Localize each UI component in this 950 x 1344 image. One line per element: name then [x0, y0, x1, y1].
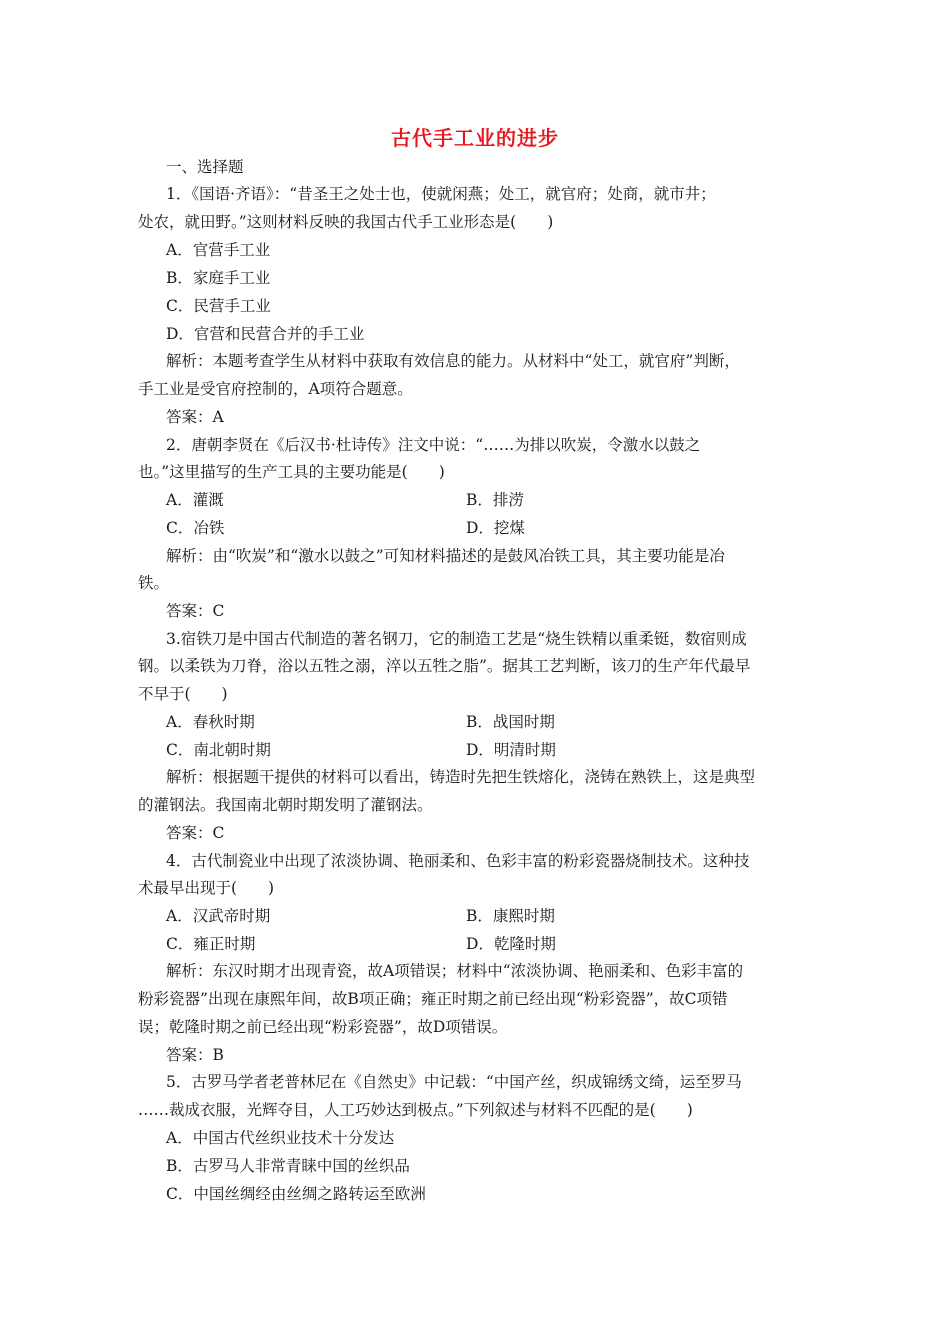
q2-stem-line1: 2．唐朝李贤在《后汉书·杜诗传》注文中说：“……为排以吹炭，令激水以鼓之 [166, 436, 701, 454]
q1-option-b: B．家庭手工业 [166, 269, 271, 287]
q1-explanation-line1: 解析：本题考查学生从材料中获取有效信息的能力。从材料中“处工，就官府”判断， [166, 352, 740, 370]
q3-stem-line2: 钢。以柔铁为刀脊，浴以五牲之溺，淬以五牲之脂”。据其工艺判断，该刀的生产年代最早 [138, 657, 751, 675]
q3-option-b: B．战国时期 [466, 713, 555, 731]
q2-answer: 答案：C [166, 602, 225, 620]
q5-stem-line1: 5．古罗马学者老普林尼在《自然史》中记载：“中国产丝，织成锦绣文绮，运至罗马 [166, 1073, 742, 1091]
q4-explanation-line1: 解析：东汉时期才出现青瓷，故A项错误；材料中“浓淡协调、艳丽柔和、色彩丰富的 [166, 962, 744, 980]
q5-option-b: B．古罗马人非常青睐中国的丝织品 [166, 1157, 410, 1175]
q1-explanation-line2: 手工业是受官府控制的，A项符合题意。 [138, 380, 413, 398]
q2-stem-line2: 也。”这里描写的生产工具的主要功能是( ) [138, 463, 445, 481]
q1-stem-line2: 处农，就田野。”这则材料反映的我国古代手工业形态是( ) [138, 213, 554, 231]
q1-option-c: C．民营手工业 [166, 297, 271, 315]
q1-answer: 答案：A [166, 408, 224, 426]
q4-option-b: B．康熙时期 [466, 907, 555, 925]
q3-explanation-line1: 解析：根据题干提供的材料可以看出，铸造时先把生铁熔化，浇铸在熟铁上，这是典型 [166, 768, 756, 786]
q1-option-d: D．官营和民营合并的手工业 [166, 325, 365, 343]
q4-option-a: A．汉武帝时期 [166, 907, 271, 925]
q4-explanation-line2: 粉彩瓷器”出现在康熙年间，故B项正确；雍正时期之前已经出现“粉彩瓷器”，故C项错 [138, 990, 728, 1008]
q5-stem-line2: ……裁成衣服，光辉夺目，人工巧妙达到极点。”下列叙述与材料不匹配的是( ) [138, 1101, 693, 1119]
page-title: 古代手工业的进步 [391, 126, 559, 150]
q4-stem-line1: 4．古代制瓷业中出现了浓淡协调、艳丽柔和、色彩丰富的粉彩瓷器烧制技术。这种技 [166, 852, 750, 870]
q3-stem-line1: 3.宿铁刀是中国古代制造的著名钢刀，它的制造工艺是“烧生铁精以重柔铤，数宿则成 [166, 630, 747, 648]
q3-answer: 答案：C [166, 824, 225, 842]
q3-explanation-line2: 的灌钢法。我国南北朝时期发明了灌钢法。 [138, 796, 433, 814]
q4-answer: 答案：B [166, 1046, 224, 1064]
q3-stem-line3: 不早于( ) [138, 685, 228, 703]
q5-option-a: A．中国古代丝织业技术十分发达 [166, 1129, 395, 1147]
q3-option-d: D．明清时期 [466, 741, 556, 759]
q2-explanation-line1: 解析：由“吹炭”和“激水以鼓之”可知材料描述的是鼓风冶铁工具，其主要功能是冶 [166, 547, 725, 565]
q4-explanation-line3: 误；乾隆时期之前已经出现“粉彩瓷器”，故D项错误。 [138, 1018, 508, 1036]
q2-option-a: A．灌溉 [166, 491, 224, 509]
q1-stem-line1: 1．《国语·齐语》：“昔圣王之处士也，使就闲燕；处工，就官府；处商，就市井； [166, 185, 716, 203]
q5-option-c: C．中国丝绸经由丝绸之路转运至欧洲 [166, 1185, 426, 1203]
q4-option-c: C．雍正时期 [166, 935, 256, 953]
q3-option-c: C．南北朝时期 [166, 741, 271, 759]
q2-option-c: C．冶铁 [166, 519, 225, 537]
q3-option-a: A．春秋时期 [166, 713, 255, 731]
q2-option-d: D．挖煤 [466, 519, 525, 537]
q1-option-a: A．官营手工业 [166, 241, 271, 259]
q2-explanation-line2: 铁。 [138, 574, 170, 592]
section-heading: 一、选择题 [166, 158, 244, 176]
q2-option-b: B．排涝 [466, 491, 524, 509]
q4-stem-line2: 术最早出现于( ) [138, 879, 275, 897]
q4-option-d: D．乾隆时期 [466, 935, 556, 953]
